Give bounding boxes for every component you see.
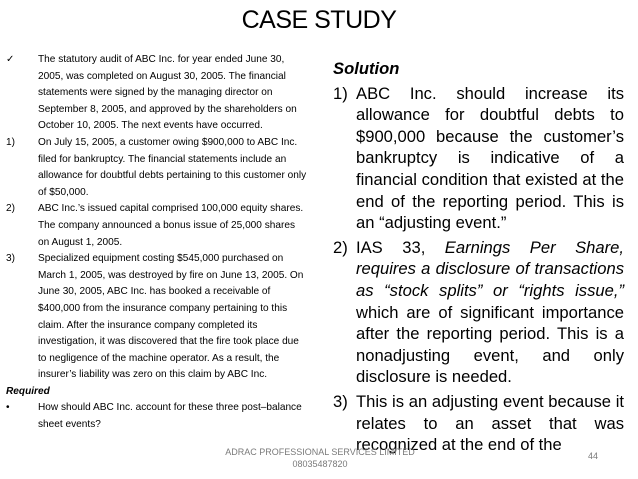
- list-item-text: The statutory audit of ABC Inc. for year ended June 30, 2005, was completed on August 30, 2005. The financial statements were signed by the managing director on September 8, 2005, and approved by the shareholders on October 10, 2005. The next events have occurred.: [38, 54, 297, 132]
- list-item-text: How should ABC Inc. account for these three post–balance sheet events?: [38, 402, 302, 431]
- slide-title: CASE STUDY: [241, 6, 397, 34]
- solution-number: 3): [333, 391, 348, 411]
- solution-number: 2): [333, 237, 348, 257]
- footer: [215, 446, 425, 470]
- list-number: 1): [6, 136, 15, 148]
- list-item-text: On July 15, 2005, a customer owing $900,000 to ABC Inc. filed for bankruptcy. The financial statements include an allowance for doubtful debts pertaining to this customer only of $50,000.: [38, 136, 307, 198]
- solution-text-italic: Earnings Per Share, requires a disclosure of transactions as “stock splits” or “rights issue,”: [356, 237, 624, 300]
- bullet-icon: •: [6, 402, 10, 414]
- list-item-event-1: [5, 135, 307, 201]
- required-heading: Required: [6, 385, 50, 397]
- list-item-text: ABC Inc.’s issued capital comprised 100,000 equity shares. The company announced a bonus issue of 25,000 shares on August 1, 2005.: [38, 203, 304, 248]
- list-item-text: Specialized equipment costing $545,000 purchased on March 1, 2005, was destroyed by fire on June 13, 2005. On June 30, 2005, ABC Inc. has booked a receivable of $400,000 from the insurance company pertaining to this claim. After the insurance company completed its investigation, it was discovered that the fire took place due to negligence of the machine operator. As a result, the insurer’s liability was zero on this claim by ABC Inc.: [38, 253, 304, 381]
- solution-number: 1): [333, 83, 348, 103]
- list-item-required: [5, 400, 307, 433]
- list-item-event-3: [5, 251, 307, 384]
- list-item-event-2: [5, 201, 307, 251]
- solution-text: ABC Inc. should increase its allowance for doubtful debts to $900,000 because the customer’s bankruptcy is indicative of a financial condition that existed at the end of the reporting period. This is an “adjusting event.”: [356, 83, 624, 233]
- list-item-intro: [5, 52, 307, 135]
- footer-phone: 08035487820: [292, 459, 348, 469]
- solution-text-post: which are of significant importance after the reporting period. This is a nonadjusting event, and only disclosure is needed.: [356, 302, 624, 387]
- footer-company: ADRAC PROFESSIONAL SERVICES LIMITED: [225, 447, 415, 457]
- solution-item-1: [333, 83, 624, 234]
- solution-item-2: [333, 237, 624, 388]
- page-number: 44: [588, 451, 599, 461]
- list-number: 2): [6, 203, 15, 215]
- solution-text: This is an adjusting event because it relates to an asset that was recognized at the end of the: [356, 391, 624, 455]
- solution-panel: [333, 58, 624, 459]
- solution-text-pre: IAS 33,: [356, 237, 445, 257]
- solution-heading: Solution: [333, 59, 400, 78]
- check-icon: ✓: [6, 54, 15, 65]
- case-description: [5, 52, 307, 434]
- list-number: 3): [6, 253, 15, 265]
